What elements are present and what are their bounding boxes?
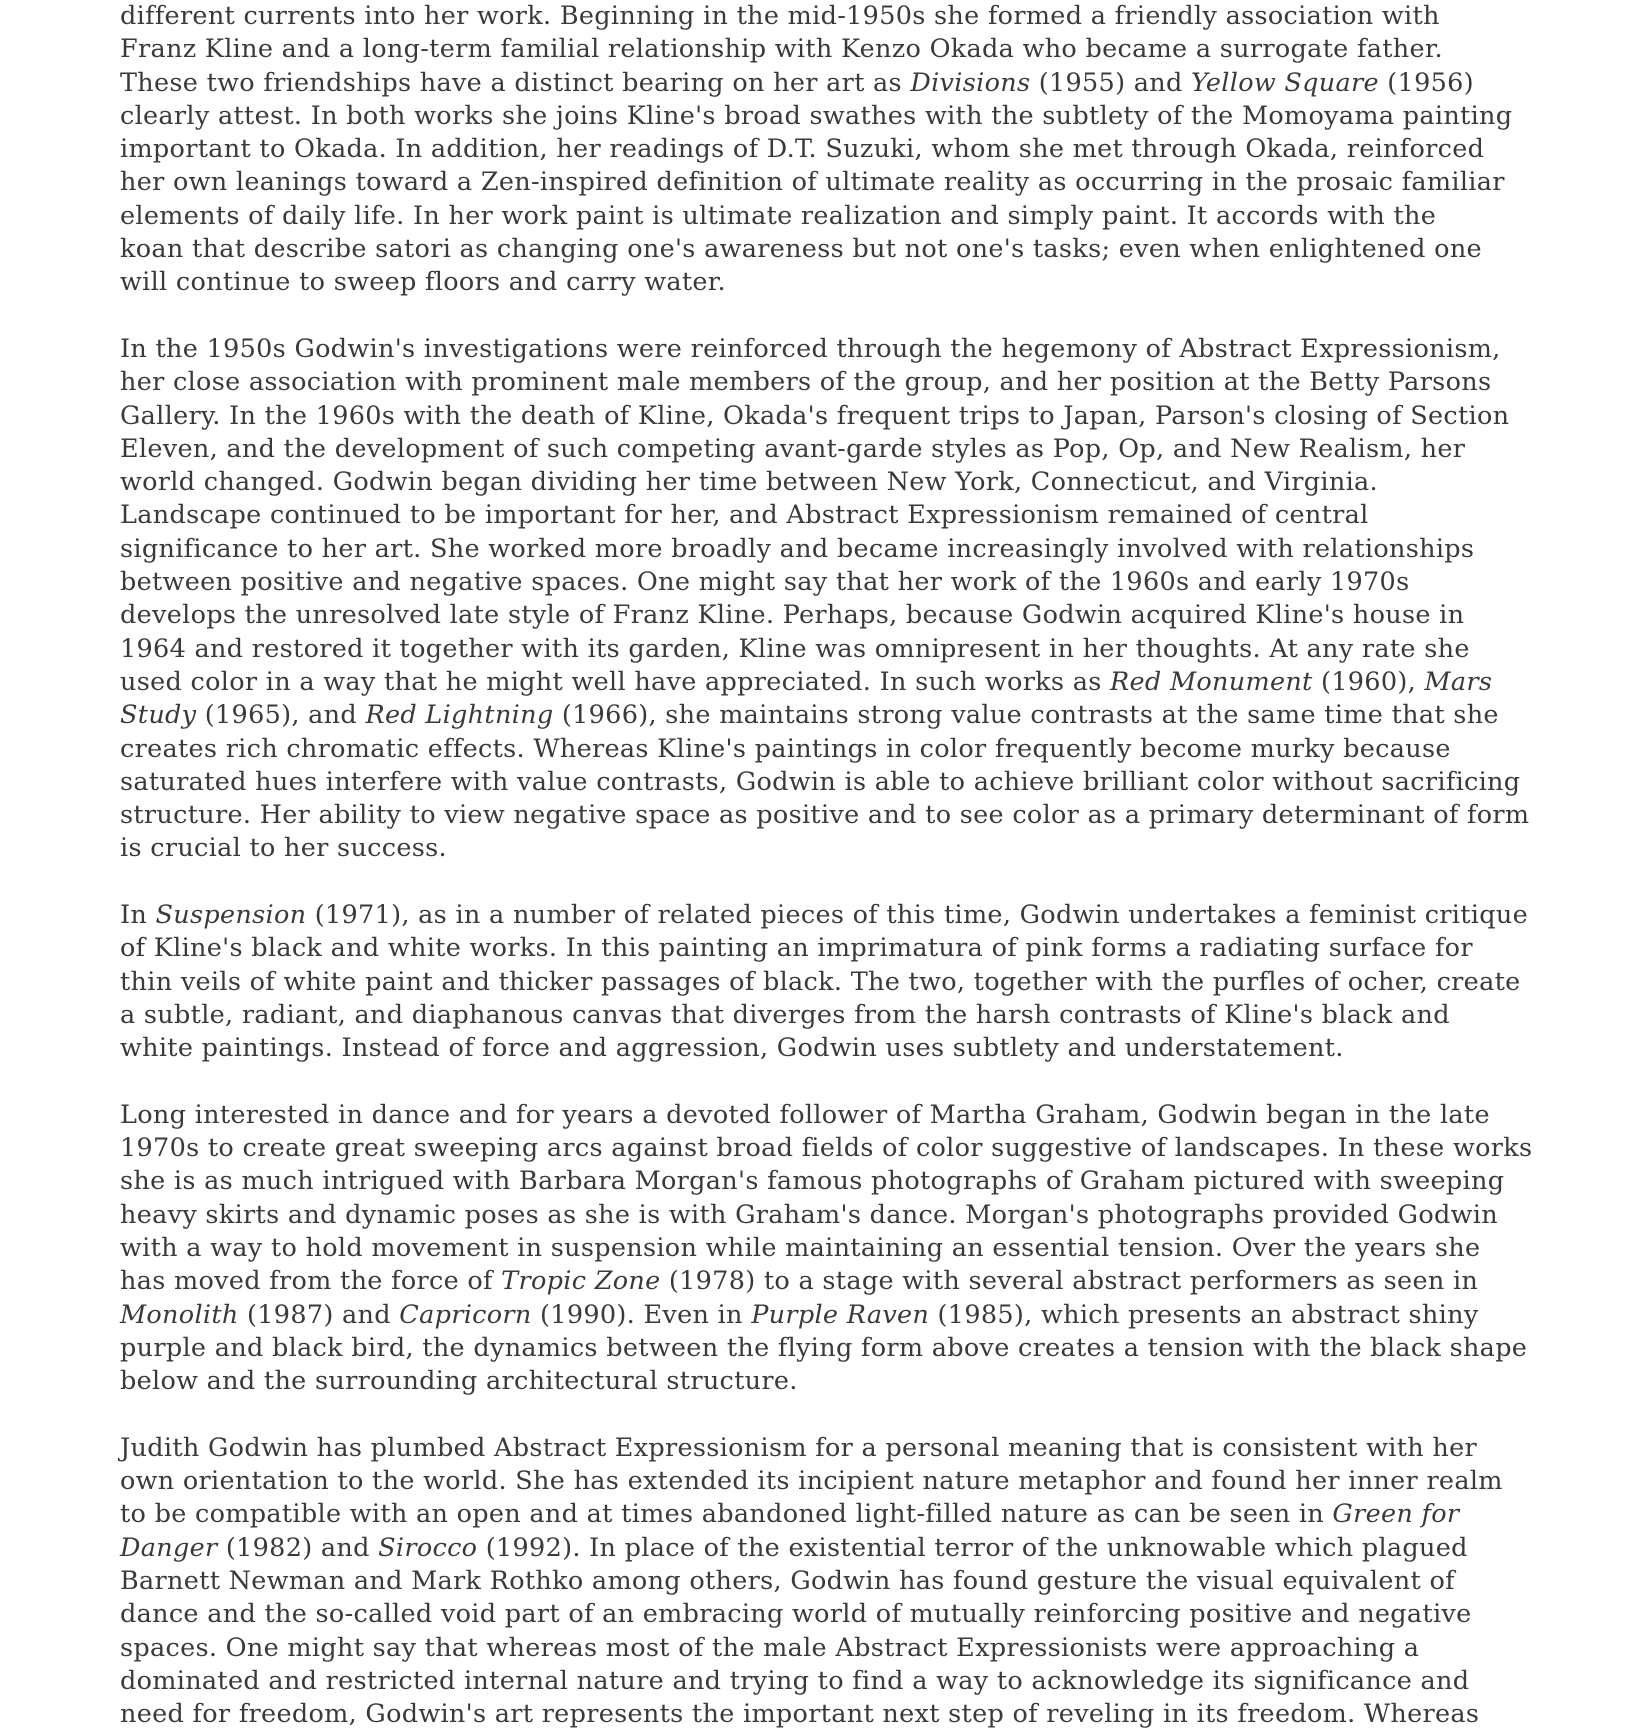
- text-segment: thin veils of white paint and thicker passages of black. The two, together with the purfles of ocher, create: [120, 966, 1521, 997]
- text-segment: (1956): [1378, 67, 1474, 98]
- text-segment: (1982) and: [217, 1532, 379, 1563]
- text-line: [120, 1565, 1560, 1598]
- text-segment: (1971), as in a number of related pieces of this time, Godwin undertakes a feminist critique: [306, 900, 1528, 931]
- text-line: [120, 133, 1560, 166]
- text-segment: Franz Kline and a long-term familial relationship with Kenzo Okada who became a surrogate father.: [120, 34, 1443, 65]
- text-segment: her close association with prominent male members of the group, and her position at the Betty Parsons: [120, 367, 1492, 398]
- text-line: [120, 966, 1560, 999]
- text-line: [120, 433, 1560, 466]
- text-line: [120, 1032, 1560, 1065]
- artwork-title: Purple Raven: [751, 1299, 930, 1330]
- text-segment: has moved from the force of: [120, 1266, 502, 1297]
- text-segment: Long interested in dance and for years a devoted follower of Martha Graham, Godwin began in the late: [120, 1099, 1490, 1130]
- text-line: [120, 1665, 1560, 1698]
- paragraph: [120, 0, 1560, 300]
- artwork-title: Sirocco: [378, 1532, 478, 1563]
- text-line: [120, 400, 1560, 433]
- text-line: [120, 1498, 1560, 1531]
- text-segment: is crucial to her success.: [120, 833, 447, 864]
- text-segment: develops the unresolved late style of Franz Kline. Perhaps, because Godwin acquired Kline's house in: [120, 600, 1465, 631]
- artwork-title: Red Lightning: [365, 700, 554, 731]
- text-line: [120, 499, 1560, 532]
- paragraph-gap: [120, 866, 1560, 899]
- body-text: [120, 0, 1560, 1731]
- artwork-title: Divisions: [910, 67, 1031, 98]
- text-segment: below and the surrounding architectural structure.: [120, 1366, 798, 1397]
- text-segment: of Kline's black and white works. In this painting an imprimatura of pink forms a radiating surface for: [120, 933, 1473, 964]
- text-segment: (1960),: [1312, 666, 1425, 697]
- artwork-title: Mars: [1424, 666, 1493, 697]
- text-line: [120, 466, 1560, 499]
- text-line: [120, 33, 1560, 66]
- text-line: [120, 599, 1560, 632]
- text-segment: (1965), and: [196, 700, 366, 731]
- paragraph-gap: [120, 300, 1560, 333]
- text-segment: different currents into her work. Beginning in the mid-1950s she formed a friendly association with: [120, 1, 1440, 31]
- artwork-title: Red Monument: [1110, 666, 1313, 697]
- text-segment: dance and the so-called void part of an embracing world of mutually reinforcing positive and negative: [120, 1599, 1472, 1630]
- text-segment: need for freedom, Godwin's art represents the important next step of reveling in its freedom. Whereas: [120, 1699, 1480, 1730]
- text-segment: important to Okada. In addition, her readings of D.T. Suzuki, whom she met through Okada, reinforced: [120, 134, 1485, 165]
- text-segment: Landscape continued to be important for her, and Abstract Expressionism remained of central: [120, 500, 1369, 531]
- paragraph-gap: [120, 1398, 1560, 1431]
- text-segment: with a way to hold movement in suspension while maintaining an essential tension. Over the years she: [120, 1232, 1481, 1263]
- text-segment: (1990). Even in: [531, 1299, 752, 1330]
- text-line: [120, 832, 1560, 865]
- artwork-title: Monolith: [120, 1299, 239, 1330]
- text-line: [120, 1365, 1560, 1398]
- text-segment: spaces. One might say that whereas most of the male Abstract Expressionists were approaching a: [120, 1632, 1420, 1663]
- text-segment: (1985), which presents an abstract shiny: [929, 1299, 1479, 1330]
- text-segment: (1992). In place of the existential terror of the unknowable which plagued: [477, 1532, 1468, 1563]
- text-segment: to be compatible with an open and at times abandoned light-filled nature as can be seen in: [120, 1499, 1333, 1530]
- text-line: [120, 1332, 1560, 1365]
- text-line: [120, 1432, 1560, 1465]
- text-segment: (1966), she maintains strong value contrasts at the same time that she: [553, 700, 1499, 731]
- text-segment: elements of daily life. In her work paint is ultimate realization and simply paint. It accords with the: [120, 200, 1437, 231]
- text-line: [120, 1132, 1560, 1165]
- text-line: [120, 1265, 1560, 1298]
- text-segment: own orientation to the world. She has extended its incipient nature metaphor and found her inner realm: [120, 1466, 1503, 1497]
- text-line: [120, 1165, 1560, 1198]
- text-segment: clearly attest. In both works she joins Kline's broad swathes with the subtlety of the Momoyama painting: [120, 100, 1513, 131]
- artwork-title: Tropic Zone: [501, 1266, 661, 1297]
- text-segment: dominated and restricted internal nature and trying to find a way to acknowledge its significance and: [120, 1665, 1470, 1696]
- artwork-title: Yellow Square: [1191, 67, 1379, 98]
- text-line: [120, 166, 1560, 199]
- text-segment: creates rich chromatic effects. Whereas Kline's paintings in color frequently become murky because: [120, 733, 1451, 764]
- artwork-title: Danger: [120, 1532, 218, 1563]
- text-segment: 1964 and restored it together with its garden, Kline was omnipresent in her thoughts. At any rate she: [120, 633, 1470, 664]
- text-line: [120, 1232, 1560, 1265]
- text-line: [120, 1465, 1560, 1498]
- text-segment: a subtle, radiant, and diaphanous canvas that diverges from the harsh contrasts of Kline's black and: [120, 999, 1450, 1030]
- text-segment: purple and black bird, the dynamics between the flying form above creates a tension with the black shape: [120, 1332, 1528, 1363]
- text-line: [120, 67, 1560, 100]
- text-line: [120, 766, 1560, 799]
- text-line: [120, 266, 1560, 299]
- text-line: [120, 932, 1560, 965]
- paragraph: [120, 899, 1560, 1065]
- text-line: [120, 1632, 1560, 1665]
- text-segment: between positive and negative spaces. One might say that her work of the 1960s and early 1970s: [120, 567, 1410, 598]
- text-segment: structure. Her ability to view negative space as positive and to see color as a primary determinant of form: [120, 800, 1530, 831]
- text-line: [120, 100, 1560, 133]
- paragraph: [120, 333, 1560, 866]
- text-segment: world changed. Godwin began dividing her time between New York, Connecticut, and Virginia.: [120, 467, 1378, 498]
- paragraph-gap: [120, 1066, 1560, 1099]
- text-segment: Barnett Newman and Mark Rothko among others, Godwin has found gesture the visual equivalent of: [120, 1565, 1455, 1596]
- text-line: [120, 666, 1560, 699]
- text-line: [120, 1099, 1560, 1132]
- text-segment: In: [120, 900, 156, 931]
- text-line: [120, 366, 1560, 399]
- text-line: [120, 1299, 1560, 1332]
- text-line: [120, 0, 1560, 33]
- text-line: [120, 633, 1560, 666]
- text-segment: 1970s to create great sweeping arcs against broad fields of color suggestive of landscapes. In these works: [120, 1133, 1533, 1164]
- text-segment: she is as much intrigued with Barbara Morgan's famous photographs of Graham pictured with sweeping: [120, 1166, 1505, 1197]
- artwork-title: Green for: [1332, 1499, 1460, 1530]
- artwork-title: Study: [120, 700, 197, 731]
- paragraph: [120, 1432, 1560, 1732]
- text-segment: used color in a way that he might well have appreciated. In such works as: [120, 666, 1111, 697]
- text-segment: her own leanings toward a Zen-inspired definition of ultimate reality as occurring in the prosaic familiar: [120, 167, 1505, 198]
- text-line: [120, 999, 1560, 1032]
- text-segment: (1978) to a stage with several abstract performers as seen in: [660, 1266, 1479, 1297]
- text-segment: koan that describe satori as changing one's awareness but not one's tasks; even when enlightened one: [120, 234, 1482, 265]
- text-segment: In the 1950s Godwin's investigations were reinforced through the hegemony of Abstract Expressionism,: [120, 333, 1501, 364]
- text-line: [120, 233, 1560, 266]
- text-line: [120, 1199, 1560, 1232]
- text-line: [120, 1532, 1560, 1565]
- text-line: [120, 799, 1560, 832]
- text-line: [120, 566, 1560, 599]
- text-segment: (1955) and: [1030, 67, 1191, 98]
- text-line: [120, 333, 1560, 366]
- text-segment: significance to her art. She worked more broadly and became increasingly involved with relationships: [120, 533, 1475, 564]
- text-segment: Eleven, and the development of such competing avant-garde styles as Pop, Op, and New Realism, her: [120, 433, 1466, 464]
- text-segment: heavy skirts and dynamic poses as she is with Graham's dance. Morgan's photographs provided Godwin: [120, 1199, 1498, 1230]
- text-line: [120, 733, 1560, 766]
- text-segment: (1987) and: [238, 1299, 400, 1330]
- artwork-title: Capricorn: [399, 1299, 532, 1330]
- text-line: [120, 533, 1560, 566]
- artwork-title: Suspension: [155, 900, 307, 931]
- text-segment: Gallery. In the 1960s with the death of Kline, Okada's frequent trips to Japan, Parson's closing of Section: [120, 400, 1510, 431]
- text-segment: These two friendships have a distinct bearing on her art as: [120, 67, 911, 98]
- text-line: [120, 899, 1560, 932]
- text-segment: Judith Godwin has plumbed Abstract Expressionism for a personal meaning that is consistent with her: [120, 1432, 1477, 1463]
- text-line: [120, 1698, 1560, 1731]
- text-segment: saturated hues interfere with value contrasts, Godwin is able to achieve brilliant color without sacrificing: [120, 766, 1521, 797]
- text-segment: white paintings. Instead of force and aggression, Godwin uses subtlety and understatement.: [120, 1033, 1344, 1064]
- text-line: [120, 1598, 1560, 1631]
- paragraph: [120, 1099, 1560, 1399]
- text-line: [120, 699, 1560, 732]
- text-line: [120, 200, 1560, 233]
- text-segment: will continue to sweep floors and carry water.: [120, 267, 726, 298]
